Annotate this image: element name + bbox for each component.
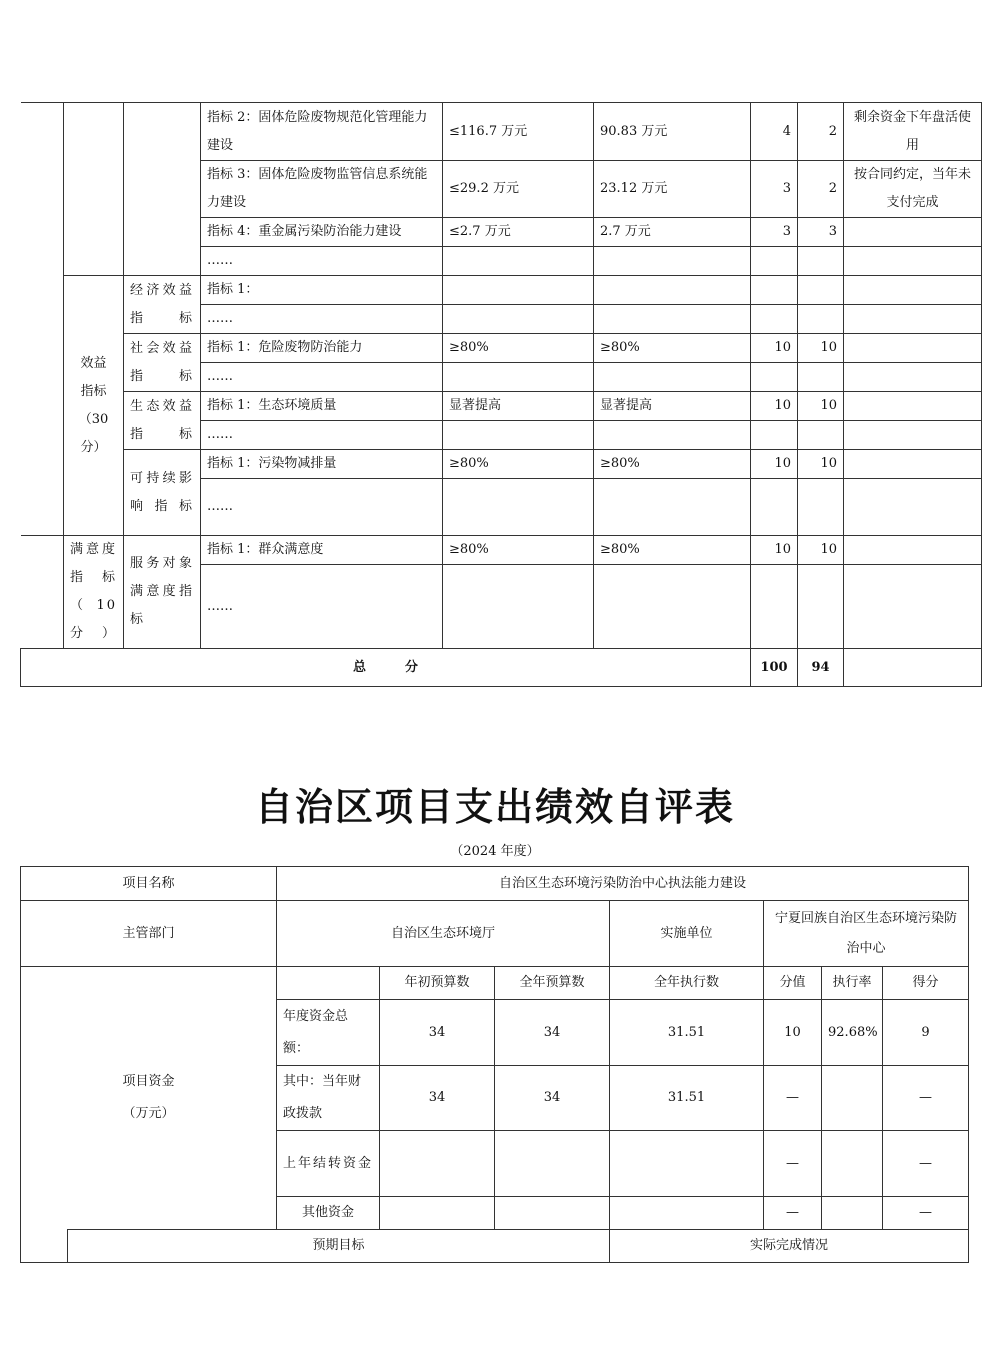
fund-executed: 31.51: [610, 1000, 764, 1066]
indicator-cell: ……: [201, 305, 443, 334]
fund-executed: 31.51: [610, 1066, 764, 1131]
level2-empty-cell: [64, 103, 124, 276]
fund-weight: —: [764, 1131, 822, 1197]
self-evaluation-table: [20, 866, 969, 1263]
performance-indicator-table: [20, 102, 982, 687]
fund-annual: 34: [495, 1066, 610, 1131]
funds-label-cell: [21, 967, 277, 1230]
indicator-cell: ……: [201, 421, 443, 450]
indicator-cell: ……: [201, 479, 443, 536]
indicator-cell: 指标 1：危险废物防治能力: [201, 334, 443, 363]
weight-cell: 10: [751, 334, 798, 363]
indicator-cell: 指标 2：固体危险废物规范化管理能力建设: [201, 103, 443, 161]
fund-annual: [495, 1131, 610, 1197]
fund-rate: [822, 1197, 883, 1230]
form-year: （2024 年度）: [450, 844, 540, 859]
note-cell: [844, 218, 982, 247]
fund-initial: 34: [380, 1066, 495, 1131]
fund-row-label: 上年结转资金: [277, 1131, 380, 1197]
social-benefit-label: 社会效益指标: [124, 334, 201, 392]
target-cell: [443, 363, 594, 392]
funds-unit: （万元）: [122, 1106, 175, 1121]
target-cell: ≥80%: [443, 536, 594, 565]
note-cell: [844, 536, 982, 565]
header-empty-cell: [277, 967, 380, 1000]
indicator-cell: ……: [201, 247, 443, 276]
expected-goal-label: 预期目标: [68, 1230, 610, 1263]
note-cell: [844, 392, 982, 421]
total-note-cell: [844, 649, 982, 687]
note-cell: [844, 276, 982, 305]
target-cell: ≥80%: [443, 450, 594, 479]
note-cell: [844, 305, 982, 334]
score-cell: 10: [798, 536, 844, 565]
target-cell: ≤2.7 万元: [443, 218, 594, 247]
actual-cell: 2.7 万元: [594, 218, 751, 247]
fund-weight: —: [764, 1197, 822, 1230]
fund-score: —: [883, 1131, 969, 1197]
weight-cell: 3: [751, 161, 798, 218]
weight-cell: [751, 247, 798, 276]
actual-cell: ≥80%: [594, 334, 751, 363]
project-name-value: 自治区生态环境污染防治中心执法能力建设: [277, 867, 969, 901]
score-cell: [798, 565, 844, 649]
fund-initial: [380, 1131, 495, 1197]
note-cell: 剩余资金下年盘活使用: [844, 103, 982, 161]
fund-score: 9: [883, 1000, 969, 1066]
weight-cell: [751, 565, 798, 649]
funds-label: 项目资金: [122, 1074, 175, 1089]
score-cell: [798, 276, 844, 305]
score-cell: [798, 363, 844, 392]
actual-cell: ≥80%: [594, 450, 751, 479]
actual-cell: [594, 565, 751, 649]
score-cell: 2: [798, 103, 844, 161]
fund-initial: [380, 1197, 495, 1230]
weight-cell: 3: [751, 218, 798, 247]
indicator-cell: 指标 1：生态环境质量: [201, 392, 443, 421]
header-executed: 全年执行数: [610, 967, 764, 1000]
form-title: 自治区项目支出绩效自评表: [254, 785, 735, 829]
level1-empty-cell: [21, 103, 64, 536]
note-cell: [844, 479, 982, 536]
goal-empty-cell: [21, 1230, 68, 1263]
total-weight: 100: [751, 649, 798, 687]
target-cell: [443, 421, 594, 450]
level3-empty-cell: [124, 103, 201, 276]
header-initial: 年初预算数: [380, 967, 495, 1000]
target-cell: ≤116.7 万元: [443, 103, 594, 161]
fund-annual: [495, 1197, 610, 1230]
indicator-cell: ……: [201, 363, 443, 392]
target-cell: 显著提高: [443, 392, 594, 421]
indicator-cell: 指标 1：: [201, 276, 443, 305]
indicator-cell: 指标 3：固体危险废物监管信息系统能力建设: [201, 161, 443, 218]
note-cell: [844, 421, 982, 450]
indicator-cell: 指标 1：群众满意度: [201, 536, 443, 565]
total-label: 总 分: [21, 649, 751, 687]
weight-cell: [751, 421, 798, 450]
actual-cell: 90.83 万元: [594, 103, 751, 161]
score-cell: 3: [798, 218, 844, 247]
actual-cell: ≥80%: [594, 536, 751, 565]
ecological-benefit-label: 生态效益指标: [124, 392, 201, 450]
score-cell: 10: [798, 334, 844, 363]
note-cell: [844, 334, 982, 363]
note-cell: [844, 565, 982, 649]
score-cell: [798, 421, 844, 450]
header-rate: 执行率: [822, 967, 883, 1000]
dept-value: 自治区生态环境厅: [277, 901, 610, 967]
target-cell: [443, 305, 594, 334]
fund-rate: [822, 1131, 883, 1197]
fund-rate: 92.68%: [822, 1000, 883, 1066]
economic-benefit-label: 经济效益指标: [124, 276, 201, 334]
actual-cell: [594, 421, 751, 450]
fund-row-label: 年度资金总额：: [277, 1000, 380, 1066]
weight-cell: 4: [751, 103, 798, 161]
weight-cell: 10: [751, 392, 798, 421]
weight-cell: 10: [751, 536, 798, 565]
project-name-label: 项目名称: [21, 867, 277, 901]
fund-row-label: 其中：当年财政拨款: [277, 1066, 380, 1131]
satisfaction-indicator-label: 满意度指标（10分）: [64, 536, 124, 649]
target-cell: ≤29.2 万元: [443, 161, 594, 218]
actual-cell: [594, 247, 751, 276]
actual-cell: [594, 305, 751, 334]
fund-initial: 34: [380, 1000, 495, 1066]
note-cell: [844, 450, 982, 479]
fund-rate: [822, 1066, 883, 1131]
actual-completion-label: 实际完成情况: [610, 1230, 969, 1263]
level1-empty-cell: [21, 536, 64, 649]
impl-value: 宁夏回族自治区生态环境污染防治中心: [764, 901, 969, 967]
actual-cell: 显著提高: [594, 392, 751, 421]
fund-weight: —: [764, 1066, 822, 1131]
fund-executed: [610, 1131, 764, 1197]
impl-label: 实施单位: [610, 901, 764, 967]
target-cell: [443, 479, 594, 536]
weight-cell: [751, 479, 798, 536]
score-cell: 10: [798, 392, 844, 421]
total-score: 94: [798, 649, 844, 687]
fund-weight: 10: [764, 1000, 822, 1066]
dept-label: 主管部门: [21, 901, 277, 967]
fund-annual: 34: [495, 1000, 610, 1066]
header-annual: 全年预算数: [495, 967, 610, 1000]
fund-score: —: [883, 1197, 969, 1230]
score-cell: [798, 305, 844, 334]
service-satisfaction-label: 服务对象满意度指标: [124, 536, 201, 649]
actual-cell: [594, 363, 751, 392]
target-cell: ≥80%: [443, 334, 594, 363]
target-cell: [443, 247, 594, 276]
indicator-cell: 指标 1：污染物减排量: [201, 450, 443, 479]
weight-cell: [751, 363, 798, 392]
note-cell: [844, 247, 982, 276]
sustainability-label: 可持续影响指标: [124, 450, 201, 536]
note-cell: [844, 363, 982, 392]
target-cell: [443, 276, 594, 305]
fund-score: —: [883, 1066, 969, 1131]
weight-cell: [751, 305, 798, 334]
weight-cell: [751, 276, 798, 305]
indicator-cell: ……: [201, 565, 443, 649]
fund-executed: [610, 1197, 764, 1230]
actual-cell: [594, 479, 751, 536]
score-cell: [798, 479, 844, 536]
target-cell: [443, 565, 594, 649]
actual-cell: 23.12 万元: [594, 161, 751, 218]
header-score: 得分: [883, 967, 969, 1000]
header-weight: 分值: [764, 967, 822, 1000]
score-cell: 10: [798, 450, 844, 479]
benefit-indicator-label: 效益指标（30分）: [64, 276, 124, 536]
note-cell: 按合同约定，当年未支付完成: [844, 161, 982, 218]
score-cell: [798, 247, 844, 276]
indicator-cell: 指标 4：重金属污染防治能力建设: [201, 218, 443, 247]
actual-cell: [594, 276, 751, 305]
fund-row-label: 其他资金: [277, 1197, 380, 1230]
score-cell: 2: [798, 161, 844, 218]
weight-cell: 10: [751, 450, 798, 479]
